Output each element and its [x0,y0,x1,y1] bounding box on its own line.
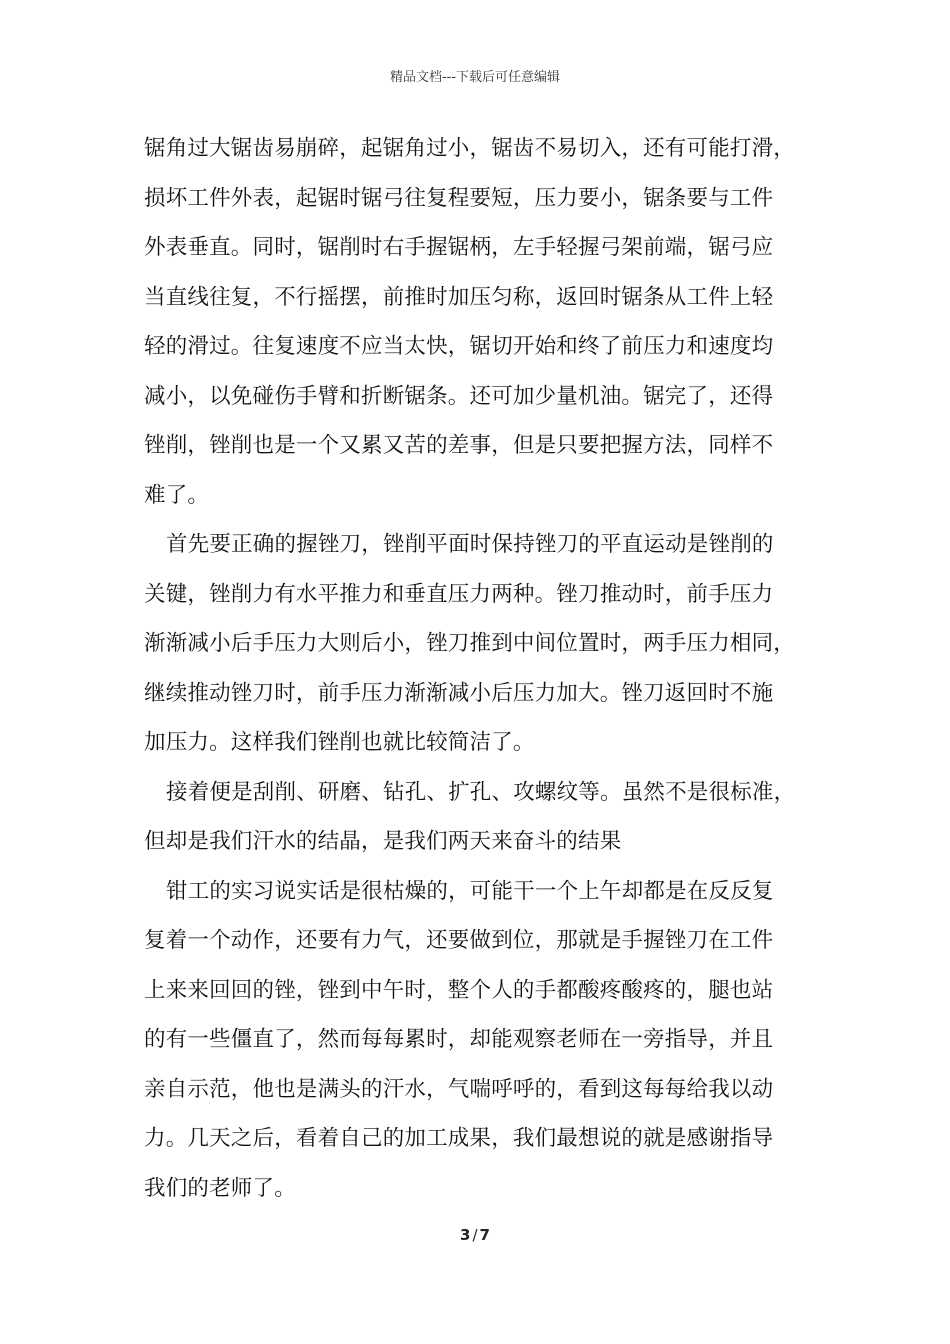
text-line: 复着一个动作，还要有力气，还要做到位，那就是手握锉刀在工件 [144,928,774,953]
text-line: 的有一些僵直了，然而每每累时，却能观察老师在一旁指导，并且 [144,1027,774,1052]
paragraph [144,124,834,520]
text-line: 当直线往复，不行摇摆，前推时加压匀称，返回时锯条从工件上轻 [144,284,774,310]
total-pages: 7 [479,1226,490,1244]
text-line: 上来来回回的锉，锉到中午时，整个人的手都酸疼酸疼的，腿也站 [144,977,774,1003]
text-line: 轻的滑过。往复速度不应当太快，锯切开始和终了前压力和速度均 [144,334,774,359]
text-line: 锯角过大锯齿易崩碎，起锯角过小，锯齿不易切入，还有可能打滑， [144,136,796,161]
text-line: 力。几天之后，看着自己的加工成果，我们最想说的就是感谢指导 [144,1126,774,1151]
text-line: 加压力。这样我们锉削也就比较简洁了。 [144,730,535,755]
text-line: 继续推动锉刀时，前手压力渐渐减小后压力加大。锉刀返回时不施 [144,680,774,706]
text-line: 外表垂直。同时，锯削时右手握锯柄，左手轻握弓架前端，锯弓应 [144,235,774,260]
text-line: 钳工的实习说实话是很枯燥的，可能干一个上午却都是在反反复 [166,878,774,904]
page-number [0,1226,950,1244]
text-line: 锉削，锉削也是一个又累又苦的差事，但是只要把握方法，同样不 [144,433,774,458]
text-line: 接着便是刮削、研磨、钻孔、扩孔、攻螺纹等。虽然不是很标准， [166,779,796,805]
text-line: 亲自示范，他也是满头的汗水，气喘呼呼的，看到这每每给我以动 [144,1076,774,1102]
paragraph [144,768,834,867]
text-line: 首先要正确的握锉刀，锉削平面时保持锉刀的平直运动是锉削的 [166,532,774,557]
text-line: 我们的老师了。 [144,1175,296,1201]
text-line: 损坏工件外表，起锯时锯弓往复程要短，压力要小，锯条要与工件 [144,185,774,211]
document-body [144,124,834,1213]
text-line: 但却是我们汗水的结晶，是我们两天来奋斗的结果 [144,829,622,854]
text-line: 减小，以免碰伤手臂和折断锯条。还可加少量机油。锯完了，还得 [144,383,774,409]
page-header: 精品文档---下载后可任意编辑 [389,70,561,85]
page-separator: / [472,1226,478,1244]
paragraph [144,867,834,1214]
text-line: 难了。 [144,482,210,508]
text-line: 关键，锉削力有水平推力和垂直压力两种。锉刀推动时，前手压力 [144,581,774,607]
current-page: 3 [460,1226,471,1244]
paragraph [144,520,834,768]
text-line: 渐渐减小后手压力大则后小，锉刀推到中间位置时，两手压力相同， [144,631,796,656]
